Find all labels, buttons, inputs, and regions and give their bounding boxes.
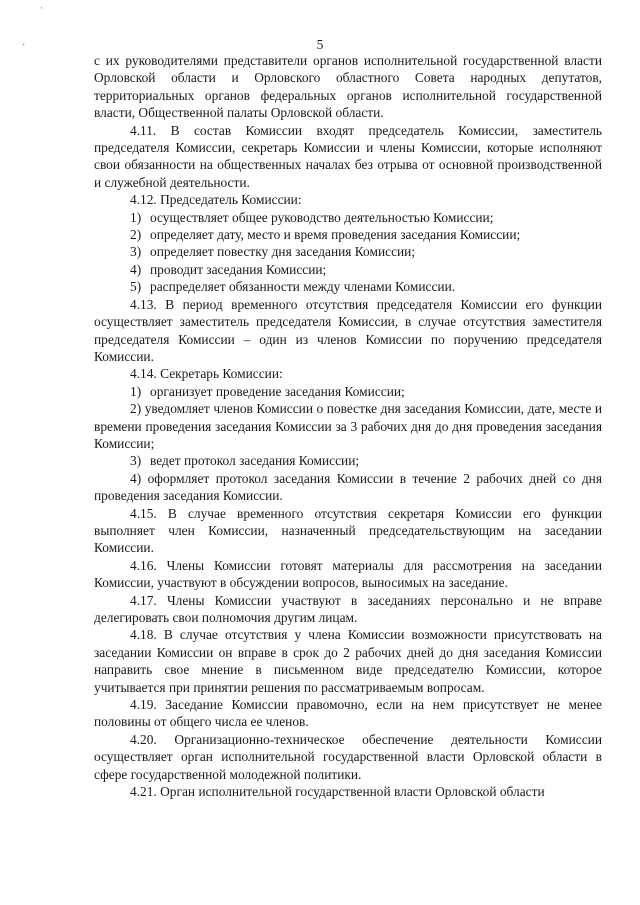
paragraph: 4.15. В случае временного отсутствия секретаря Комиссии его функции выполняет член Комиссии, назначенный председательствующим на заседании Комиссии. [94,505,602,556]
list-number: 1) [130,209,142,225]
document-body [94,52,602,800]
list-item [94,243,602,260]
list-item [94,209,602,226]
list-text: распределяет обязанности между членами Комиссии. [150,279,456,295]
list-number: 1) [130,383,142,399]
paragraph: 4.19. Заседание Комиссии правомочно, если на нем присутствует не менее половины от общего числа ее членов. [94,697,602,730]
list-item [94,383,602,400]
list-text: уведомляет членов Комиссии о повестке дня заседания Комиссии, дате, месте и времени проведения заседания Комиссии за 3 рабочих дня до дня проведения заседания Комиссии; [94,401,602,451]
list-text: оформляет протокол заседания Комиссии в течение 2 рабочих дней со дня проведения заседания Комиссии. [94,470,602,504]
paragraph: 4.21. Орган исполнительной государственной власти Орловской области [130,784,545,800]
list-item [94,226,602,243]
list-text: ведет протокол заседания Комиссии; [150,453,360,469]
list-item [94,400,602,452]
paragraph: 4.13. В период временного отсутствия председателя Комиссии его функции осуществляет заместитель председателя Комиссии, в случае отсутствия заместителя председателя Комиссии – один из членов Комиссии по поручению председателя Комиссии. [94,296,602,364]
list-number: 2) [130,227,142,243]
list-item [94,278,602,295]
paragraph: 4.20. Организационно-техническое обеспечение деятельности Комиссии осуществляет орган исполнительной государственной власти Орловской области в сфере государственной молодежной политики. [94,731,602,782]
list-text: определяет повестку дня заседания Комиссии; [150,244,416,260]
list-number: 4) [130,261,142,277]
paragraph: 4.12. Председатель Комиссии: [130,192,302,208]
scan-mark: · [22,40,26,51]
scan-mark: ˈ [40,6,44,17]
paragraph: с их руководителями представители органов исполнительной государственной власти Орловской области и Орловского областного Совета народных депутатов, территориальных органов федеральных органов исполнительной государственной власти, Общественной палаты Орловской области. [94,53,602,121]
list-text: определяет дату, место и время проведения заседания Комиссии; [150,227,521,243]
paragraph: 4.18. В случае отсутствия у члена Комиссии возможности присутствовать на заседании Комиссии он вправе в срок до 2 рабочих дней до дня заседания Комиссии направить свое мнение в письменном виде председателю Комиссии, которое учитывается при принятии решения по рассматриваемым вопросам. [94,627,602,695]
list-item [94,452,602,469]
list-number: 4) [130,470,142,486]
list-text: осуществляет общее руководство деятельностью Комиссии; [150,209,494,225]
list-number: 5) [130,279,142,295]
paragraph: 4.17. Члены Комиссии участвуют в заседаниях персонально и не вправе делегировать свои полномочия другим лицам. [94,592,602,625]
paragraph: 4.16. Члены Комиссии готовят материалы для рассмотрения на заседании Комиссии, участвуют в обсуждении вопросов, выносимых на заседание. [94,557,602,591]
list-text: организует проведение заседания Комиссии; [150,383,405,399]
paragraph: 4.14. Секретарь Комиссии: [130,366,283,382]
list-number: 3) [130,453,142,469]
paragraph: 4.11. В состав Комиссии входят председатель Комиссии, заместитель председателя Комиссии, секретарь Комиссии и члены Комиссии, которые исполняют свои обязанности на общественных началах без отрыва от основной производственной и служебной деятельности. [94,122,602,190]
list-item [94,261,602,278]
list-number: 3) [130,244,142,260]
list-item [94,470,602,505]
list-text: проводит заседания Комиссии; [150,261,327,277]
list-number: 2) [130,401,142,417]
page-number: 5 [316,37,324,52]
